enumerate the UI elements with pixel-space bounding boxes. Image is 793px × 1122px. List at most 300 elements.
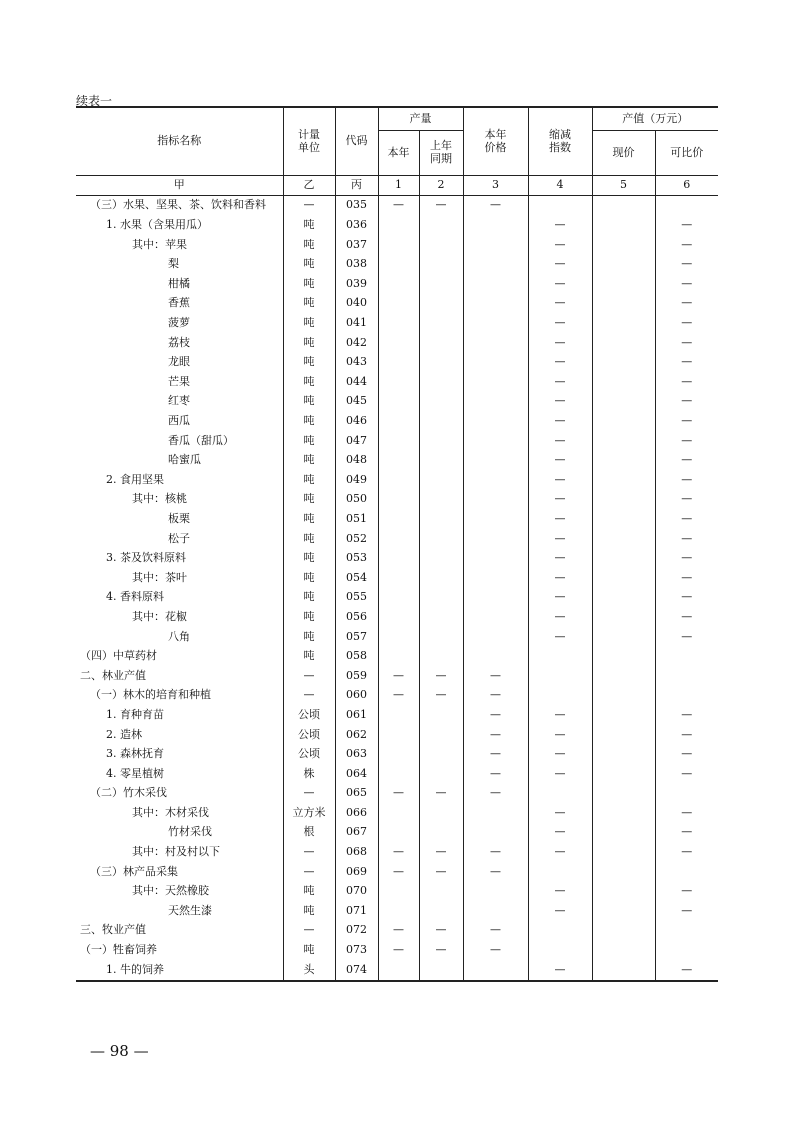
cell-c5 [592, 941, 655, 961]
table-row [76, 823, 718, 843]
table-row [76, 784, 718, 804]
cell-code: 042 [335, 333, 378, 353]
cell-c4: — [528, 823, 592, 843]
cell-c3: — [463, 843, 528, 863]
cell-unit: 吨 [283, 255, 335, 275]
cell-c1 [378, 882, 419, 902]
cell-c3: — [463, 862, 528, 882]
cell-c2 [419, 333, 463, 353]
cell-c2 [419, 745, 463, 765]
cell-unit: 吨 [283, 568, 335, 588]
cell-c6: — [655, 588, 718, 608]
cell-c3: — [463, 196, 528, 216]
cell-c3 [463, 529, 528, 549]
cell-c2 [419, 294, 463, 314]
cell-unit: 吨 [283, 549, 335, 569]
cell-c1 [378, 725, 419, 745]
cell-c2 [419, 392, 463, 412]
table-row [76, 274, 718, 294]
cell-c1 [378, 705, 419, 725]
cell-c4: — [528, 372, 592, 392]
cell-c3 [463, 510, 528, 530]
cell-unit: 吨 [283, 235, 335, 255]
cell-c2 [419, 803, 463, 823]
cell-code: 055 [335, 588, 378, 608]
cell-unit: — [283, 843, 335, 863]
table-row [76, 294, 718, 314]
row-name: 柑橘 [168, 276, 190, 290]
cell-c6 [655, 862, 718, 882]
cell-c2: — [419, 784, 463, 804]
row-name: 2. 食用坚果 [106, 472, 164, 486]
cell-c5 [592, 764, 655, 784]
cell-unit: 根 [283, 823, 335, 843]
cell-c4: — [528, 412, 592, 432]
cell-c3 [463, 901, 528, 921]
cell-c1 [378, 255, 419, 275]
cell-c1 [378, 274, 419, 294]
table-row [76, 314, 718, 334]
cell-code: 053 [335, 549, 378, 569]
cell-code: 073 [335, 941, 378, 961]
cell-unit: 吨 [283, 353, 335, 373]
cell-code: 067 [335, 823, 378, 843]
cell-c6: — [655, 490, 718, 510]
cell-c5 [592, 843, 655, 863]
row-name: 芒果 [168, 374, 190, 388]
cell-c3 [463, 470, 528, 490]
cell-unit: 吨 [283, 333, 335, 353]
header-output: 产量 [378, 107, 463, 131]
cell-code: 066 [335, 803, 378, 823]
table-row [76, 529, 718, 549]
cell-c1: — [378, 843, 419, 863]
cell-c3: — [463, 666, 528, 686]
cell-c3 [463, 647, 528, 667]
table-row [76, 196, 718, 216]
row-name: 其中：木材采伐 [132, 805, 209, 819]
cell-code: 074 [335, 960, 378, 981]
cell-code: 045 [335, 392, 378, 412]
cell-unit: — [283, 196, 335, 216]
cell-unit: 株 [283, 764, 335, 784]
cell-c1 [378, 216, 419, 236]
cell-c2 [419, 882, 463, 902]
row-name: 梨 [168, 257, 179, 271]
cell-c3: — [463, 764, 528, 784]
cell-unit: 公顷 [283, 725, 335, 745]
cell-c4: — [528, 901, 592, 921]
cell-c1 [378, 353, 419, 373]
table-row [76, 843, 718, 863]
header-last-year: 上年 同期 [419, 131, 463, 176]
cell-c1 [378, 314, 419, 334]
cell-c5 [592, 666, 655, 686]
cell-c2 [419, 314, 463, 334]
cell-unit: 吨 [283, 510, 335, 530]
cell-c3: — [463, 745, 528, 765]
cell-c1: — [378, 686, 419, 706]
cell-c5 [592, 882, 655, 902]
cell-c2: — [419, 196, 463, 216]
cell-c1: — [378, 196, 419, 216]
cell-c4: — [528, 529, 592, 549]
cell-c5 [592, 647, 655, 667]
table-row [76, 235, 718, 255]
row-name: 荔枝 [168, 335, 190, 349]
cell-c3 [463, 451, 528, 471]
cell-code: 060 [335, 686, 378, 706]
cell-c3 [463, 314, 528, 334]
cell-c6 [655, 941, 718, 961]
cell-c3 [463, 803, 528, 823]
cell-unit: 吨 [283, 451, 335, 471]
cell-code: 050 [335, 490, 378, 510]
row-name: （一）牲畜饲养 [80, 943, 157, 957]
cell-c1 [378, 764, 419, 784]
cell-code: 056 [335, 607, 378, 627]
cell-c6: — [655, 745, 718, 765]
cell-code: 068 [335, 843, 378, 863]
table-row [76, 901, 718, 921]
row-name: 西瓜 [168, 414, 190, 427]
cell-c5 [592, 274, 655, 294]
cell-code: 061 [335, 705, 378, 725]
cell-c4: — [528, 882, 592, 902]
row-name: 1. 育种育苗 [106, 707, 164, 721]
cell-c3 [463, 960, 528, 981]
cell-c6: — [655, 372, 718, 392]
cell-code: 047 [335, 431, 378, 451]
cell-unit: 吨 [283, 529, 335, 549]
cell-c2 [419, 901, 463, 921]
cell-code: 071 [335, 901, 378, 921]
cell-unit: 吨 [283, 294, 335, 314]
cell-c1 [378, 451, 419, 471]
cell-c5 [592, 255, 655, 275]
cell-c4: — [528, 294, 592, 314]
cell-c6: — [655, 901, 718, 921]
cell-c5 [592, 372, 655, 392]
cell-c4: — [528, 314, 592, 334]
cell-c6: — [655, 412, 718, 432]
cell-c6 [655, 647, 718, 667]
row-name: 3. 茶及饮料原料 [106, 551, 186, 565]
cell-c2: — [419, 941, 463, 961]
table-row [76, 960, 718, 981]
table-row [76, 549, 718, 569]
cell-c5 [592, 510, 655, 530]
cell-code: 059 [335, 666, 378, 686]
cell-c1 [378, 392, 419, 412]
header-value: 产值（万元） [592, 107, 718, 131]
cell-c4: — [528, 510, 592, 530]
cell-c2 [419, 353, 463, 373]
cell-unit: — [283, 784, 335, 804]
cell-code: 064 [335, 764, 378, 784]
subheader-cell: 甲 [76, 176, 283, 196]
cell-c6: — [655, 510, 718, 530]
subheader-cell: 1 [378, 176, 419, 196]
cell-unit: 吨 [283, 431, 335, 451]
cell-c4 [528, 196, 592, 216]
table-row [76, 216, 718, 236]
cell-c2 [419, 705, 463, 725]
cell-c5 [592, 451, 655, 471]
cell-c1 [378, 412, 419, 432]
row-name: 4. 香料原料 [106, 590, 164, 604]
cell-unit: 吨 [283, 314, 335, 334]
cell-c5 [592, 607, 655, 627]
cell-c6 [655, 784, 718, 804]
cell-c3 [463, 216, 528, 236]
cell-c4: — [528, 588, 592, 608]
cell-c4: — [528, 490, 592, 510]
cell-code: 072 [335, 921, 378, 941]
cell-c3: — [463, 686, 528, 706]
cell-unit: 吨 [283, 392, 335, 412]
cell-c5 [592, 470, 655, 490]
cell-c6: — [655, 549, 718, 569]
cell-c2 [419, 568, 463, 588]
cell-c5 [592, 314, 655, 334]
row-name: 红枣 [168, 394, 190, 408]
table-row [76, 392, 718, 412]
cell-unit: 吨 [283, 647, 335, 667]
cell-c2 [419, 823, 463, 843]
cell-c3 [463, 353, 528, 373]
row-name: （三）林产品采集 [90, 864, 178, 878]
cell-c1: — [378, 784, 419, 804]
table-row [76, 412, 718, 432]
cell-c1 [378, 803, 419, 823]
row-name: 龙眼 [168, 355, 190, 369]
row-name: 香蕉 [168, 296, 190, 310]
header-name: 指标名称 [157, 134, 202, 148]
cell-c6: — [655, 764, 718, 784]
cell-c3: — [463, 784, 528, 804]
subheader-cell: 3 [463, 176, 528, 196]
cell-c6: — [655, 333, 718, 353]
row-name: 1. 水果（含果用瓜） [106, 218, 208, 232]
cell-c3 [463, 490, 528, 510]
row-name: 3. 森林抚育 [106, 747, 164, 761]
row-name: 其中：核桃 [132, 492, 187, 506]
row-name: 其中：天然橡胶 [132, 884, 209, 898]
cell-c6 [655, 921, 718, 941]
cell-c2 [419, 235, 463, 255]
cell-c3 [463, 588, 528, 608]
cell-c2: — [419, 921, 463, 941]
cell-c5 [592, 353, 655, 373]
cell-c3 [463, 627, 528, 647]
cell-c3 [463, 823, 528, 843]
cell-c6: — [655, 725, 718, 745]
cell-code: 048 [335, 451, 378, 471]
table-row [76, 862, 718, 882]
cell-c4: — [528, 431, 592, 451]
cell-c6: — [655, 451, 718, 471]
cell-c5 [592, 196, 655, 216]
cell-c2 [419, 431, 463, 451]
cell-c1 [378, 549, 419, 569]
cell-c4: — [528, 803, 592, 823]
cell-c6: — [655, 470, 718, 490]
table-row [76, 705, 718, 725]
table-row [76, 725, 718, 745]
cell-c5 [592, 392, 655, 412]
row-name: 2. 造林 [106, 727, 142, 741]
cell-c2 [419, 470, 463, 490]
cell-c5 [592, 901, 655, 921]
cell-c2 [419, 627, 463, 647]
cell-unit: 立方米 [283, 803, 335, 823]
cell-c5 [592, 568, 655, 588]
header-code: 代码 [335, 107, 378, 176]
cell-code: 041 [335, 314, 378, 334]
cell-code: 062 [335, 725, 378, 745]
subheader-cell: 2 [419, 176, 463, 196]
cell-c6 [655, 196, 718, 216]
cell-code: 057 [335, 627, 378, 647]
cell-c4: — [528, 843, 592, 863]
cell-c5 [592, 725, 655, 745]
cell-unit: 吨 [283, 941, 335, 961]
cell-c6: — [655, 353, 718, 373]
cell-c2 [419, 412, 463, 432]
cell-c5 [592, 627, 655, 647]
header-price: 本年 价格 [463, 107, 528, 176]
cell-c6: — [655, 235, 718, 255]
cell-c6 [655, 666, 718, 686]
cell-unit: 吨 [283, 372, 335, 392]
cell-c5 [592, 216, 655, 236]
cell-code: 069 [335, 862, 378, 882]
cell-c5 [592, 412, 655, 432]
cell-c6 [655, 686, 718, 706]
subheader-cell: 5 [592, 176, 655, 196]
cell-c3 [463, 549, 528, 569]
cell-c6: — [655, 843, 718, 863]
cell-c3 [463, 333, 528, 353]
cell-code: 051 [335, 510, 378, 530]
cell-c6: — [655, 431, 718, 451]
cell-unit: 吨 [283, 901, 335, 921]
cell-c2 [419, 216, 463, 236]
table-row [76, 568, 718, 588]
cell-c1 [378, 588, 419, 608]
cell-c3 [463, 568, 528, 588]
cell-code: 065 [335, 784, 378, 804]
cell-code: 046 [335, 412, 378, 432]
cell-c4: — [528, 353, 592, 373]
cell-c3 [463, 607, 528, 627]
cell-unit: — [283, 921, 335, 941]
cell-c2: — [419, 862, 463, 882]
cell-c1 [378, 745, 419, 765]
table-row [76, 941, 718, 961]
cell-c2 [419, 725, 463, 745]
table-row [76, 686, 718, 706]
cell-c2 [419, 960, 463, 981]
row-name: 香瓜（甜瓜） [168, 433, 234, 447]
cell-code: 049 [335, 470, 378, 490]
table-row [76, 431, 718, 451]
cell-c1 [378, 372, 419, 392]
cell-c6: — [655, 274, 718, 294]
row-name: 其中：苹果 [132, 237, 187, 251]
subheader-cell: 丙 [335, 176, 378, 196]
cell-c5 [592, 823, 655, 843]
cell-c5 [592, 549, 655, 569]
cell-unit: 吨 [283, 490, 335, 510]
cell-unit: 吨 [283, 470, 335, 490]
cell-c4 [528, 784, 592, 804]
cell-c1 [378, 470, 419, 490]
cell-c1 [378, 901, 419, 921]
cell-c1 [378, 960, 419, 981]
page-number: — 98 — [90, 1042, 149, 1060]
cell-c4 [528, 941, 592, 961]
cell-c2 [419, 255, 463, 275]
cell-c5 [592, 960, 655, 981]
cell-c1 [378, 647, 419, 667]
cell-c5 [592, 294, 655, 314]
cell-c5 [592, 921, 655, 941]
cell-c1 [378, 627, 419, 647]
cell-code: 043 [335, 353, 378, 373]
subheader-cell: 6 [655, 176, 718, 196]
table-row [76, 647, 718, 667]
cell-c4: — [528, 549, 592, 569]
cell-code: 054 [335, 568, 378, 588]
cell-c3 [463, 882, 528, 902]
cell-c2 [419, 490, 463, 510]
cell-unit: — [283, 666, 335, 686]
cell-c5 [592, 803, 655, 823]
cell-c4 [528, 647, 592, 667]
cell-c5 [592, 686, 655, 706]
cell-c3 [463, 274, 528, 294]
cell-code: 063 [335, 745, 378, 765]
row-name: 哈蜜瓜 [168, 453, 201, 467]
cell-c4: — [528, 568, 592, 588]
cell-c6: — [655, 568, 718, 588]
cell-c2 [419, 274, 463, 294]
cell-c2: — [419, 686, 463, 706]
table-row [76, 333, 718, 353]
cell-c2: — [419, 666, 463, 686]
cell-c4: — [528, 274, 592, 294]
cell-c6: — [655, 960, 718, 981]
cell-code: 035 [335, 196, 378, 216]
table-row [76, 470, 718, 490]
cell-c3 [463, 294, 528, 314]
cell-unit: 吨 [283, 627, 335, 647]
cell-c6: — [655, 314, 718, 334]
cell-code: 058 [335, 647, 378, 667]
row-name: 1. 牛的饲养 [106, 962, 164, 976]
cell-c6: — [655, 803, 718, 823]
cell-c4: — [528, 607, 592, 627]
cell-unit: 吨 [283, 882, 335, 902]
table-row [76, 627, 718, 647]
row-name: 三、牧业产值 [80, 923, 146, 937]
cell-c4: — [528, 216, 592, 236]
cell-unit: — [283, 862, 335, 882]
cell-c5 [592, 529, 655, 549]
row-name: 二、林业产值 [80, 668, 146, 682]
